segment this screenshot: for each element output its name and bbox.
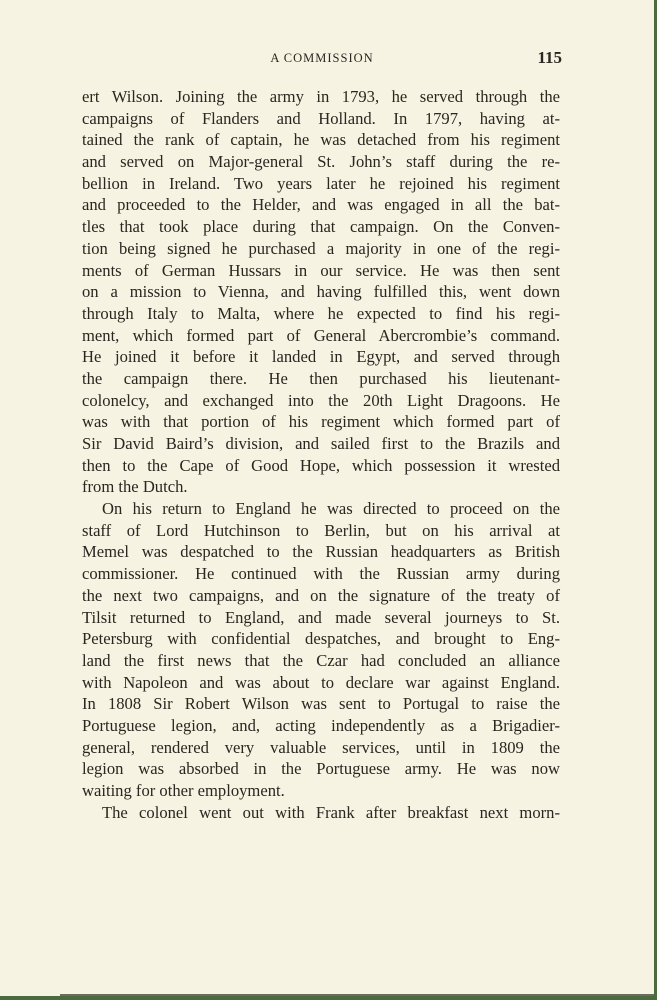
text-line: tles that took place during that campaign. On the Conven- <box>82 217 560 237</box>
text-line: then to the Cape of Good Hope, which possession it wrested <box>82 455 560 475</box>
text-line: Tilsit returned to England, and made several journeys to St. <box>82 607 560 627</box>
text-line: commissioner. He continued with the Russian army during <box>82 564 560 584</box>
text-line: from the Dutch. <box>82 477 188 497</box>
text-line: ments of German Hussars in our service. He was then sent <box>82 260 560 280</box>
text-line: On his return to England he was directed to proceed on the <box>102 499 560 519</box>
text-line: ert Wilson. Joining the army in 1793, he served through the <box>82 87 560 106</box>
text-line: bellion in Ireland. Two years later he rejoined his regiment <box>82 173 560 193</box>
text-line: ment, which formed part of General Abercrombie’s command. <box>82 325 560 345</box>
text-line: the campaign there. He then purchased his lieutenant- <box>82 368 560 388</box>
text-line: tion being signed he purchased a majority in one of the regi- <box>82 238 560 258</box>
body-text <box>82 86 560 823</box>
text-line: tained the rank of captain, he was detached from his regiment <box>82 130 560 150</box>
text-line: Memel was despatched to the Russian headquarters as British <box>82 542 560 562</box>
text-line: staff of Lord Hutchinson to Berlin, but on his arrival at <box>82 520 560 540</box>
text-line: In 1808 Sir Robert Wilson was sent to Portugal to raise the <box>82 694 560 714</box>
text-line: with Napoleon and was about to declare war against England. <box>82 672 560 692</box>
text-line: Petersburg with confidential despatches, and brought to Eng- <box>82 629 560 649</box>
text-line: waiting for other employment. <box>82 781 285 800</box>
text-line: the next two campaigns, and on the signature of the treaty of <box>82 585 560 605</box>
text-line: land the first news that the Czar had concluded an alliance <box>82 650 560 670</box>
text-line: The colonel went out with Frank after breakfast next morn- <box>102 802 560 822</box>
text-line: Sir David Baird’s division, and sailed first to the Brazils and <box>82 434 560 453</box>
running-head: A COMMISSION <box>270 51 374 65</box>
page-edge-bottom <box>0 996 657 1000</box>
text-line: and served on Major-general St. John’s staff during the re- <box>82 152 560 172</box>
page-number: 115 <box>537 48 562 67</box>
text-line: general, rendered very valuable services, until in 1809 the <box>82 737 560 757</box>
text-line: through Italy to Malta, where he expected to find his regi- <box>82 303 560 323</box>
text-line: on a mission to Vienna, and having fulfilled this, went down <box>82 282 560 302</box>
text-line: Portuguese legion, and, acting independently as a Brigadier- <box>82 715 560 735</box>
text-line: was with that portion of his regiment which formed part of <box>82 412 560 432</box>
text-line: colonelcy, and exchanged into the 20th Light Dragoons. He <box>82 390 560 410</box>
text-line: and proceeded to the Helder, and was engaged in all the bat- <box>82 195 560 215</box>
page-header <box>82 48 562 72</box>
text-line: He joined it before it landed in Egypt, and served through <box>82 347 560 367</box>
text-line: legion was absorbed in the Portuguese army. He was now <box>82 759 560 779</box>
text-line: campaigns of Flanders and Holland. In 1797, having at- <box>82 108 560 128</box>
